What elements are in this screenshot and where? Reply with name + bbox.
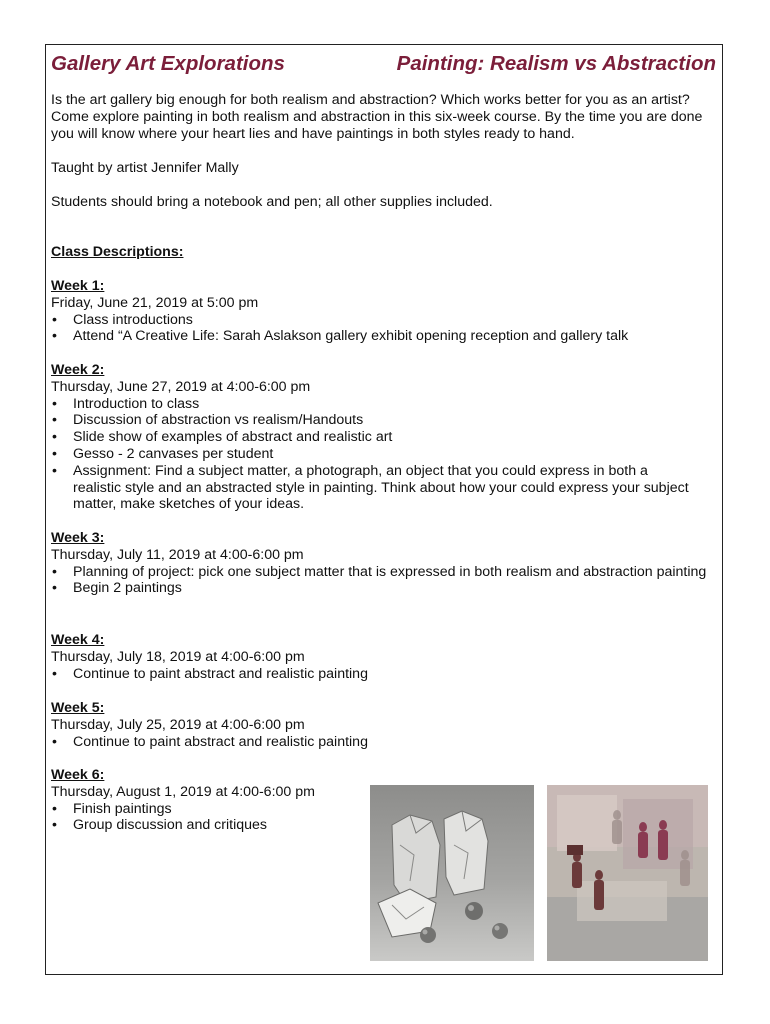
list-item: • Assignment: Find a subject matter, a photograph, an object that you could express in both a realistic style and an abstracted style in painting. Think about how your could express your subject matter, make sketches of your ideas.	[51, 463, 711, 513]
week-title: Week 2:	[51, 362, 105, 378]
course-series-title: Gallery Art Explorations	[51, 52, 285, 75]
week-items	[51, 801, 361, 835]
week-4-section	[51, 632, 711, 682]
list-item: • Introduction to class	[51, 396, 711, 413]
supplies-line: Students should bring a notebook and pen; all other supplies included.	[51, 194, 493, 210]
abstract-figures-painting	[547, 785, 708, 961]
week-3-section	[51, 530, 711, 597]
week-title: Week 1:	[51, 278, 105, 294]
list-item: • Attend “A Creative Life: Sarah Aslakson gallery exhibit opening reception and gallery talk	[51, 328, 711, 345]
list-item: • Group discussion and critiques	[51, 817, 361, 834]
week-date: Thursday, July 25, 2019 at 4:00-6:00 pm	[51, 716, 305, 733]
list-item: • Finish paintings	[51, 801, 361, 818]
week-date: Friday, June 21, 2019 at 5:00 pm	[51, 294, 259, 311]
week-items	[51, 564, 711, 598]
week-1-section	[51, 278, 711, 345]
week-date: Thursday, June 27, 2019 at 4:00-6:00 pm	[51, 378, 311, 395]
week-title: Week 4:	[51, 632, 105, 648]
course-title: Painting: Realism vs Abstraction	[396, 52, 716, 75]
week-date: Thursday, August 1, 2019 at 4:00-6:00 pm	[51, 783, 315, 800]
week-items	[51, 666, 711, 683]
week-date: Thursday, July 18, 2019 at 4:00-6:00 pm	[51, 648, 305, 665]
week-2-section	[51, 362, 711, 513]
list-item: • Continue to paint abstract and realistic painting	[51, 666, 711, 683]
week-6-section	[51, 767, 361, 834]
list-item: • Gesso - 2 canvases per student	[51, 446, 711, 463]
list-item: • Class introductions	[51, 312, 711, 329]
week-5-section	[51, 700, 711, 750]
week-items	[51, 312, 711, 346]
list-item: • Continue to paint abstract and realistic painting	[51, 734, 711, 751]
list-item: • Slide show of examples of abstract and realistic art	[51, 429, 711, 446]
list-item: • Planning of project: pick one subject matter that is expressed in both realism and abstraction painting	[51, 564, 711, 581]
week-items	[51, 734, 711, 751]
intro-paragraph: Is the art gallery big enough for both realism and abstraction? Which works better for you as an artist? Come explore painting in both realism and abstraction in this six-week course. By the time you are done you will know where your heart lies and have paintings in both styles ready to hand.	[51, 92, 703, 142]
class-descriptions-heading: Class Descriptions:	[51, 244, 184, 260]
list-item: • Discussion of abstraction vs realism/Handouts	[51, 412, 711, 429]
week-title: Week 5:	[51, 700, 105, 716]
list-item: • Begin 2 paintings	[51, 580, 711, 597]
week-items	[51, 396, 711, 514]
realistic-paper-bags-painting	[370, 785, 534, 961]
week-title: Week 6:	[51, 767, 105, 783]
instructor-line: Taught by artist Jennifer Mally	[51, 160, 239, 176]
week-title: Week 3:	[51, 530, 105, 546]
week-date: Thursday, July 11, 2019 at 4:00-6:00 pm	[51, 546, 304, 563]
